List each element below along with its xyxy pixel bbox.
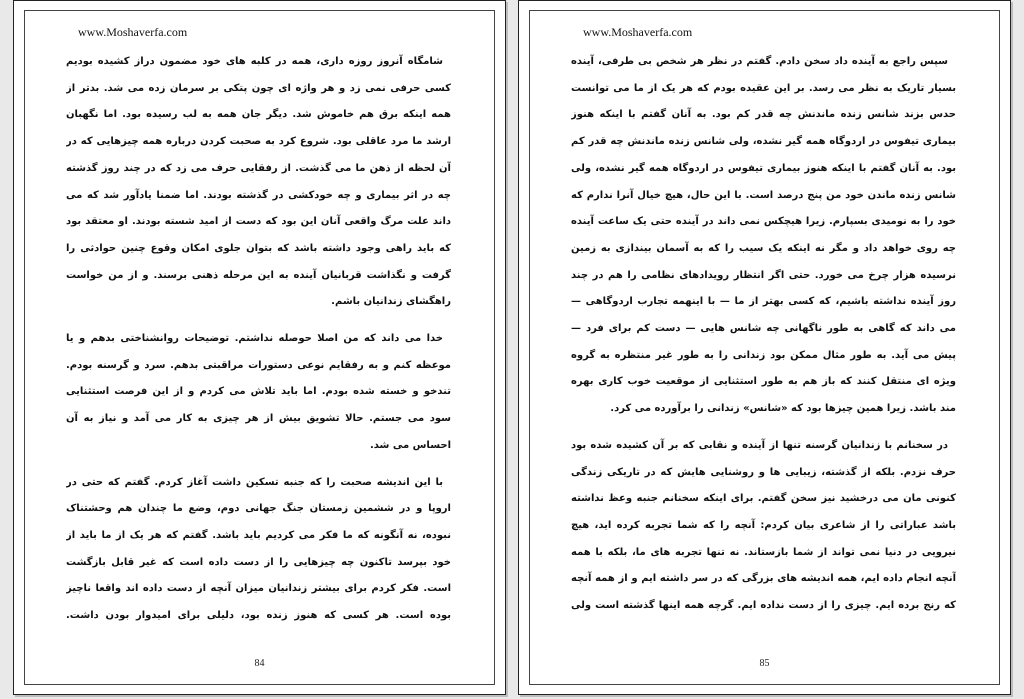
page-left (13, 0, 506, 695)
page-header-url: www.Moshaverfa.com (583, 25, 693, 39)
page-right (518, 0, 1011, 695)
paragraph: شامگاه آنروز روزه داری، همه در کلبه های خود مضمون دراز کشیده بودیم کسی حرفی نمی زد و هر واژه ای چون پتکی بر سرمان زده می شد. بدتر از همه اینکه برق هم خاموش شد. دیگر جان همه به لب رسیده بود. اما نگهبان ارشد ما مرد عاقلی بود. شروع کرد به صحبت کردن درباره همه چیزهایی که در آن لحظه از ذهن ما می گذشت. از رفقایی حرف می زد که در چند روز گذشته چه در اثر بیماری و چه خودکشی در گذشته بودند. اما ضمنا یادآور شد که می داند علت مرگ واقعی آنان این بود که دست از امید شسته بودند. او معتقد بود که باید راهی وجود داشته باشد که بتوان جلوی امکان وقوع چنین حوادثی را گرفت و نگذاشت قربانیان آینده به این مرحله ذهنی برسند. و از من خواست راهگشای زندانیان باشم. (66, 56, 451, 308)
paragraph: خدا می داند که من اصلا حوصله نداشتم. توضیحات روانشناختی بدهم و یا موعظه کنم و به رفقایم نوعی دستورات مراقبتی بدهم. سرد و گرسنه بودم. تندخو و خسته شده بودم. اما باید تلاش می کردم و از این فرصت استثنایی سود می جستم. حالا تشویق بیش از هر چیزی به کار می آمد و نیاز به آن احساس می شد. (66, 333, 451, 451)
paragraph: سپس راجع به آینده داد سخن دادم. گفتم در نظر هر شخص بی طرفی، آینده بسیار تاریک به نظر می رسد. بر این عقیده بودم که هر یک از ما می توانست حدس بزند شانس زنده ماندنش چه قدر کم بود. به آنان گفتم با اینکه هنوز بیماری تیفوس در اردوگاه همه گیر نشده، ولی شانس زنده ماندنش چه قدر کم بود. به آنان گفتم با اینکه هنوز بیماری تیفوس در اردوگاه همه گیر نشده، ولی شانس زنده ماندن خود من پنج درصد است. با این حال، هیچ خیال آنرا ندارم که خود را به نومیدی بسپارم. زیرا هیچکس نمی داند در آینده حتی یک ساعت آینده چه روی خواهد داد و مگر نه اینکه یک سیب را که به آسمان بیندازی به زمین نرسیده هزار چرخ می خورد. حتی اگر انتظار رویدادهای نظامی را هم در چند روز آینده نداشته باشیم، که کسی بهتر از ما — با اینهمه تجارب اردوگاهی — می داند که گاهی به طور ناگهانی چه شانس هایی — دست کم برای فرد — پیش می آید. به طور مثال ممکن بود زندانی را به طور غیر منتظره به گروه ویژه ای منتقل کنند که باز هم به طور استثنایی از موقعیت خوب کاری بهره مند باشد. زیرا همین چیزها بود که «شانس» زندانی را برآورده می کرد. (571, 56, 956, 415)
page-number: 85 (759, 658, 770, 669)
paragraph: با این اندیشه صحبت را که جنبه تسکین داشت آغاز کردم. گفتم که حتی در اروپا و در ششمین زمستان جنگ جهانی دوم، وضع ما چندان هم وحشتناک نبوده، نه آنگونه که ما فکر می کردیم باید باشد. گفتم که هر یک از ما باید از خود بپرسد تاکنون چه چیزهایی را از دست داده است که غیر قابل بازگشت است. فکر کردم برای بیشتر زندانیان میزان آنچه از دست داده اند واقعا ناچیز بوده است. هر کسی که هنوز زنده بود، دلیلی برای امیدوار بودن داشت. (66, 476, 451, 622)
page-body (66, 49, 451, 624)
paragraph: در سخنانم با زندانیان گرسنه تنها از آینده و نقابی که بر آن کشیده شده بود حرف نزدم. بلکه از گذشته، زیبایی ها و روشنایی هایش که در تاریکی زندگی کنونی مان می درخشید نیز سخن گفتم. برای اینکه سخنانم جنبه وعظ نداشته باشد عباراتی را از شاعری بیان کردم: آنچه را که شما تجربه کرده اید، هیچ نیرویی در دنیا نمی تواند از شما بازستاند. نه تنها تجربه های ما، بلکه با همه آنچه انجام داده ایم، همه اندیشه های بزرگی که در سر داشته ایم و از همه آنچه که رنج برده ایم. چیزی را از دست نداده ایم. گرچه همه اینها گذشته است ولی (571, 439, 956, 612)
page-number: 84 (254, 658, 265, 669)
page-body (571, 49, 956, 624)
page-header-url: www.Moshaverfa.com (78, 25, 188, 39)
